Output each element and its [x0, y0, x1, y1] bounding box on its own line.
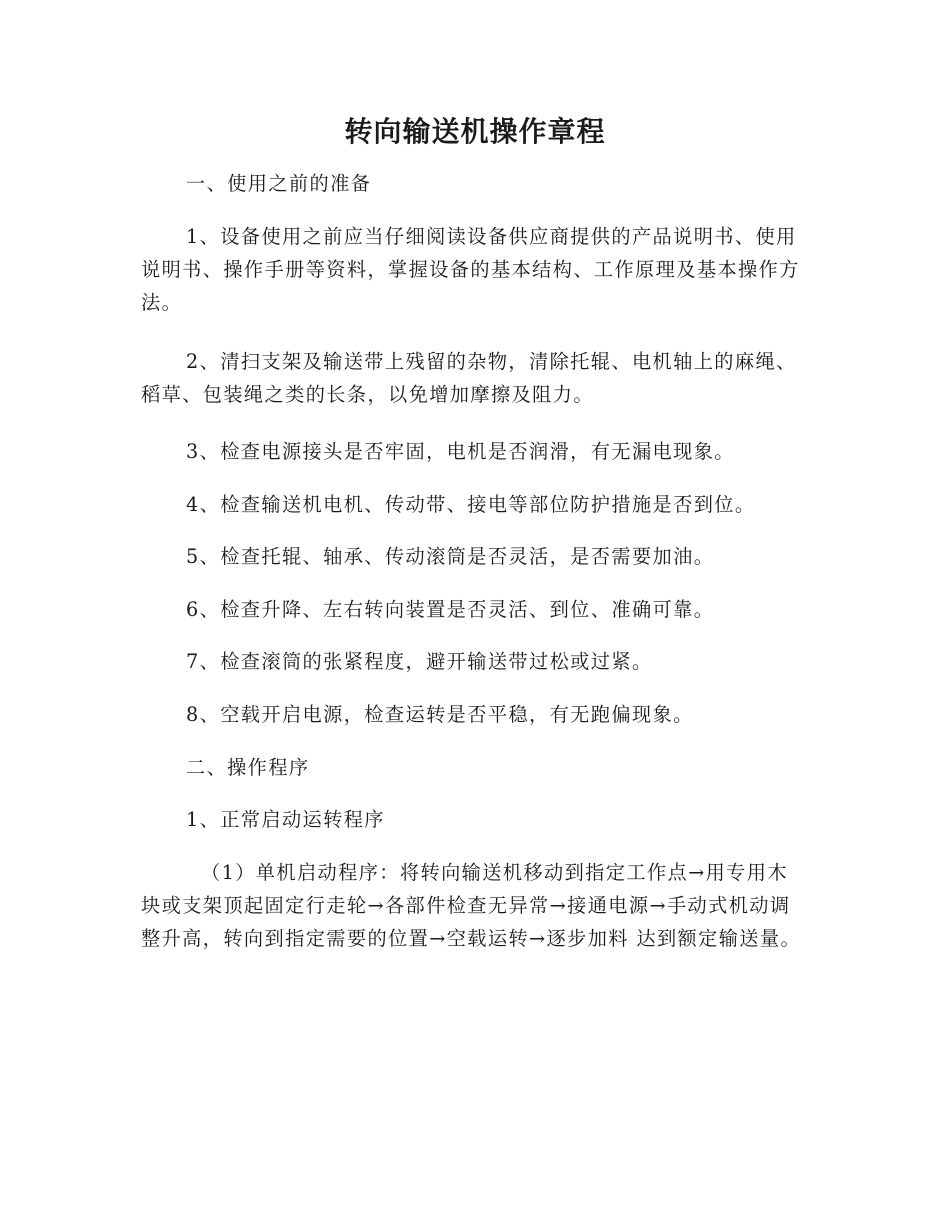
- paragraph-1: 1、设备使用之前应当仔细阅读设备供应商提供的产品说明书、使用说明书、操作手册等资料，掌握设备的基本结构、工作原理及基本操作方法。: [141, 225, 800, 314]
- paragraph-7: 7、检查滚筒的张紧程度，避开输送带过松或过紧。: [186, 650, 653, 673]
- subheading-normal-start: 1、正常启动运转程序: [186, 808, 385, 831]
- paragraph-single-start: （1）单机启动程序：将转向输送机移动到指定工作点→用专用木块或支架顶起固定行走轮→各部件检查无异常→接通电源→手动式机动调整升高，转向到指定需要的位置→空载运转→逐步加料 达到额定输送量。: [141, 861, 802, 950]
- paragraph-2: 2、清扫支架及输送带上残留的杂物，清除托辊、电机轴上的麻绳、稻草、包装绳之类的长条，以免增加摩擦及阻力。: [141, 350, 797, 406]
- document-title: 转向输送机操作章程: [344, 115, 606, 148]
- paragraph-6: 6、检查升降、左右转向装置是否灵活、到位、准确可靠。: [186, 598, 715, 621]
- section-heading-preparation: 一、使用之前的准备: [186, 172, 372, 195]
- section-heading-operation: 二、操作程序: [186, 756, 310, 779]
- paragraph-4: 4、检查输送机电机、传动带、接电等部位防护措施是否到位。: [186, 493, 756, 516]
- paragraph-3: 3、检查电源接头是否牢固，电机是否润滑，有无漏电现象。: [186, 440, 735, 463]
- paragraph-8: 8、空载开启电源，检查运转是否平稳，有无跑偏现象。: [186, 703, 694, 726]
- paragraph-5: 5、检查托辊、轴承、传动滚筒是否灵活，是否需要加油。: [186, 545, 715, 568]
